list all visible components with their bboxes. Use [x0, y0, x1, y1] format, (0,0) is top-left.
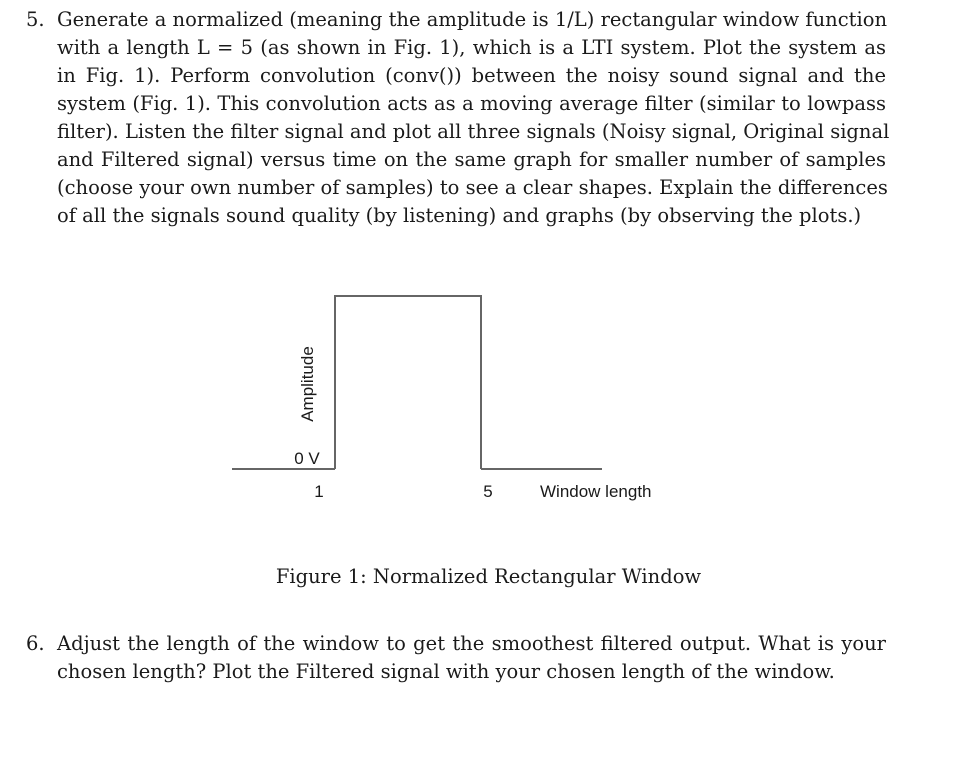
question-5-text — [57, 6, 890, 230]
rect-pulse — [335, 296, 481, 469]
question-5-line: filter). Listen the filter signal and plot all three signals (Noisy signal, Original signal — [57, 120, 890, 143]
question-6-number: 6. — [26, 632, 45, 655]
question-5 — [26, 6, 890, 230]
question-5-line: (choose your own number of samples) to see a clear shapes. Explain the differences — [57, 176, 888, 199]
question-5-line: of all the signals sound quality (by listening) and graphs (by observing the plots.) — [57, 204, 862, 227]
x-axis-label: Window length — [540, 482, 652, 501]
question-5-line: in Fig. 1). Perform convolution (conv()) between the noisy sound signal and the — [57, 64, 886, 87]
x-tick-end: 5 — [483, 482, 493, 501]
y-axis-label: Amplitude — [298, 346, 317, 422]
question-5-number: 5. — [26, 8, 45, 31]
question-6-line: chosen length? Plot the Filtered signal with your chosen length of the window. — [57, 660, 835, 683]
zero-volt-label: 0 V — [294, 449, 320, 468]
question-6 — [26, 630, 886, 686]
question-5-line: and Filtered signal) versus time on the same graph for smaller number of samples — [57, 148, 886, 171]
question-5-line: with a length L = 5 (as shown in Fig. 1), which is a LTI system. Plot the system as — [57, 36, 886, 59]
question-6-text — [57, 630, 886, 686]
figure-caption: Figure 1: Normalized Rectangular Window — [275, 565, 702, 588]
window-plot — [225, 280, 745, 520]
question-6-line: Adjust the length of the window to get the smoothest filtered output. What is your — [57, 632, 886, 655]
question-5-line: system (Fig. 1). This convolution acts as a moving average filter (similar to lowpass — [57, 92, 886, 115]
x-tick-start: 1 — [314, 482, 324, 501]
question-5-line: Generate a normalized (meaning the amplitude is 1/L) rectangular window function — [57, 8, 888, 31]
figure-rectangular-window — [225, 280, 745, 520]
